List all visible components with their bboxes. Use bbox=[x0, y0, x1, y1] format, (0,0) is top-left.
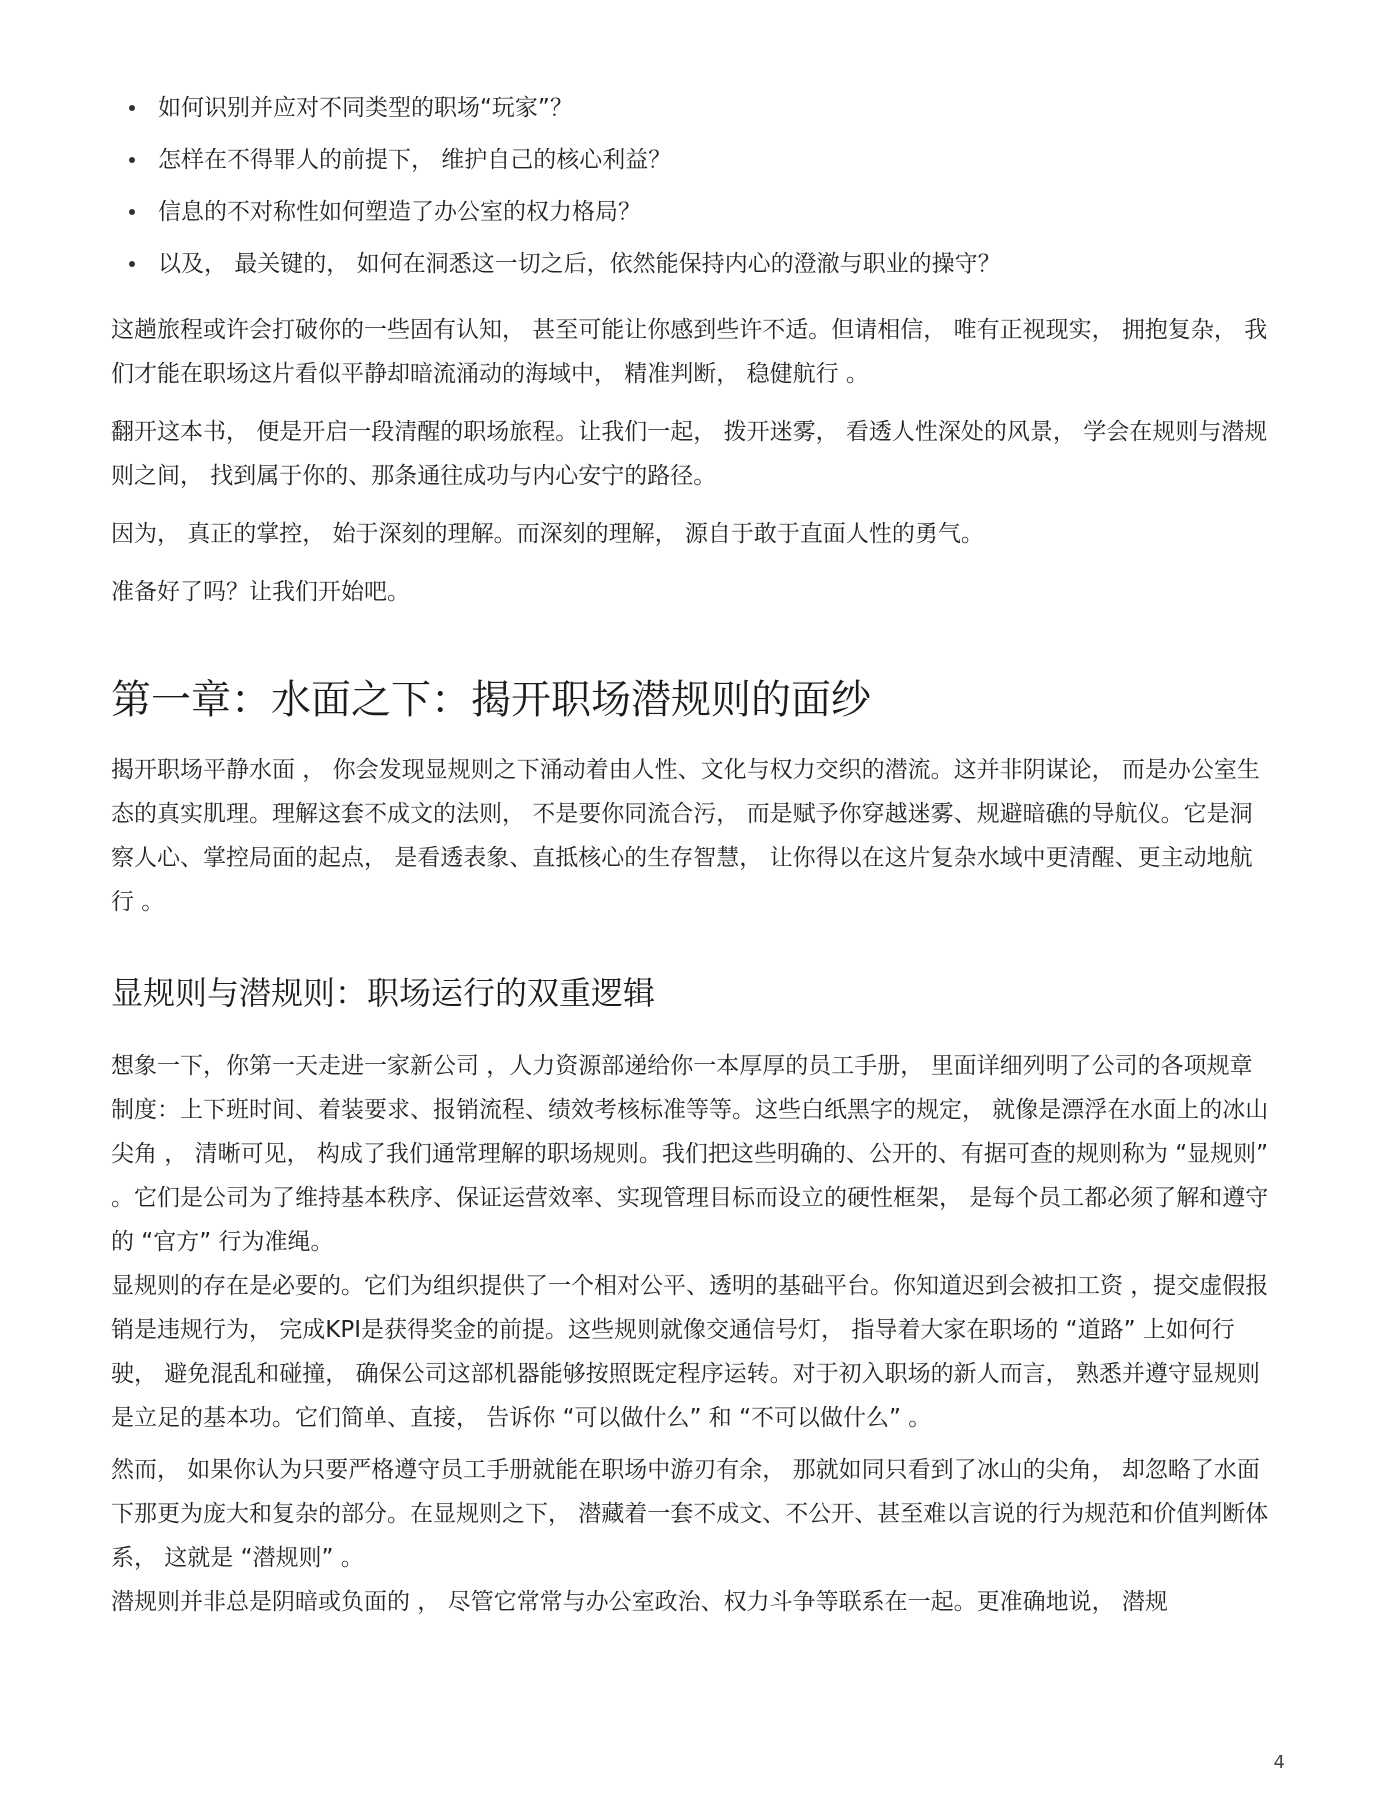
list-item-text: 怎样在不得罪人的前提下， 维护自己的核心利益？ bbox=[158, 147, 672, 173]
list-item-text: 以及， 最关键的， 如何在洞悉这一切之后，依然能保持内心的澄澈与职业的操守？ bbox=[158, 251, 1001, 277]
bullet-icon bbox=[129, 261, 135, 267]
list-item bbox=[129, 238, 1271, 290]
bullet-icon bbox=[129, 157, 135, 163]
section-paragraph: 然而， 如果你认为只要严格遵守员工手册就能在职场中游刃有余， 那就如同只看到了冰山的尖角， 却忽略了水面下那更为庞大和复杂的部分。在显规则之下， 潜藏着一套不成文、不公开、甚至难以言说的行为规范和价值判断体系， 这就是 “潜规则” 。 bbox=[111, 1457, 1269, 1571]
chapter-intro-paragraph: 揭开职场平静水面 ， 你会发现显规则之下涌动着由人性、文化与权力交织的潜流。这并非阴谋论， 而是办公室生态的真实肌理。理解这套不成文的法则， 不是要你同流合污， 而是赋予你穿越迷雾、规避暗礁的导航仪。它是洞察人心、掌控局面的起点， 是看透表象、直抵核心的生存智慧， 让你得以在这片复杂水域中更清醒、更主动地航行 。 bbox=[111, 757, 1260, 915]
intro-paragraph: 这趟旅程或许会打破你的一些固有认知， 甚至可能让你感到些许不适。但请相信， 唯有正视现实， 拥抱复杂， 我们才能在职场这片看似平静却暗流涌动的海域中， 精准判断， 稳健航行 。 bbox=[111, 317, 1268, 387]
intro-paragraph: 翻开这本书， 便是开启一段清醒的职场旅程。让我们一起， 拨开迷雾， 看透人性深处的风景， 学会在规则与潜规则之间， 找到属于你的、那条通往成功与内心安宁的路径。 bbox=[111, 419, 1268, 489]
section-paragraph: 显规则的存在是必要的。它们为组织提供了一个相对公平、透明的基础平台。你知道迟到会被扣工资 ，提交虚假报销是违规行为， 完成KPI是获得奖金的前提。这些规则就像交通信号灯， 指导着大家在职场的 “道路” 上如何行驶， 避免混乱和碰撞， 确保公司这部机器能够按照既定程序运转。对于初入职场的新人而言， 熟悉并遵守显规则是立足的基本功。它们简单、直接， 告诉你 “可以做什么” 和 “不可以做什么” 。 bbox=[111, 1273, 1269, 1431]
bullet-icon bbox=[129, 209, 135, 215]
intro-paragraph: 因为， 真正的掌控， 始于深刻的理解。而深刻的理解， 源自于敢于直面人性的勇气。 bbox=[111, 521, 984, 547]
list-item bbox=[129, 186, 1271, 238]
list-item-text: 如何识别并应对不同类型的职场“玩家”？ bbox=[158, 95, 573, 121]
page-number: 4 bbox=[1273, 1752, 1285, 1773]
section-paragraph: 潜规则并非总是阴暗或负面的 ， 尽管它常常与办公室政治、权力斗争等联系在一起。更准确地说， 潜规 bbox=[111, 1589, 1168, 1615]
list-item-text: 信息的不对称性如何塑造了办公室的权力格局？ bbox=[158, 199, 641, 225]
intro-paragraph: 准备好了吗？让我们开始吧。 bbox=[111, 579, 410, 605]
list-item bbox=[129, 134, 1271, 186]
list-item bbox=[129, 82, 1271, 134]
bullet-icon bbox=[129, 105, 135, 111]
section-paragraph: 想象一下，你第一天走进一家新公司 ，人力资源部递给你一本厚厚的员工手册， 里面详细列明了公司的各项规章制度：上下班时间、着装要求、报销流程、绩效考核标准等等。这些白纸黑字的规定， 就像是漂浮在水面上的冰山尖角 ， 清晰可见， 构成了我们通常理解的职场规则。我们把这些明确的、公开的、有据可查的规则称为 “显规则” 。它们是公司为了维持基本秩序、保证运营效率、实现管理目标而设立的硬性框架， 是每个员工都必须了解和遵守的 “官方” 行为准绳。 bbox=[111, 1053, 1269, 1255]
chapter-title: 第一章：水面之下：揭开职场潜规则的面纱 bbox=[111, 677, 871, 723]
page-content bbox=[111, 82, 1271, 1624]
question-list bbox=[111, 82, 1271, 290]
section-title: 显规则与潜规则：职场运行的双重逻辑 bbox=[111, 974, 656, 1012]
